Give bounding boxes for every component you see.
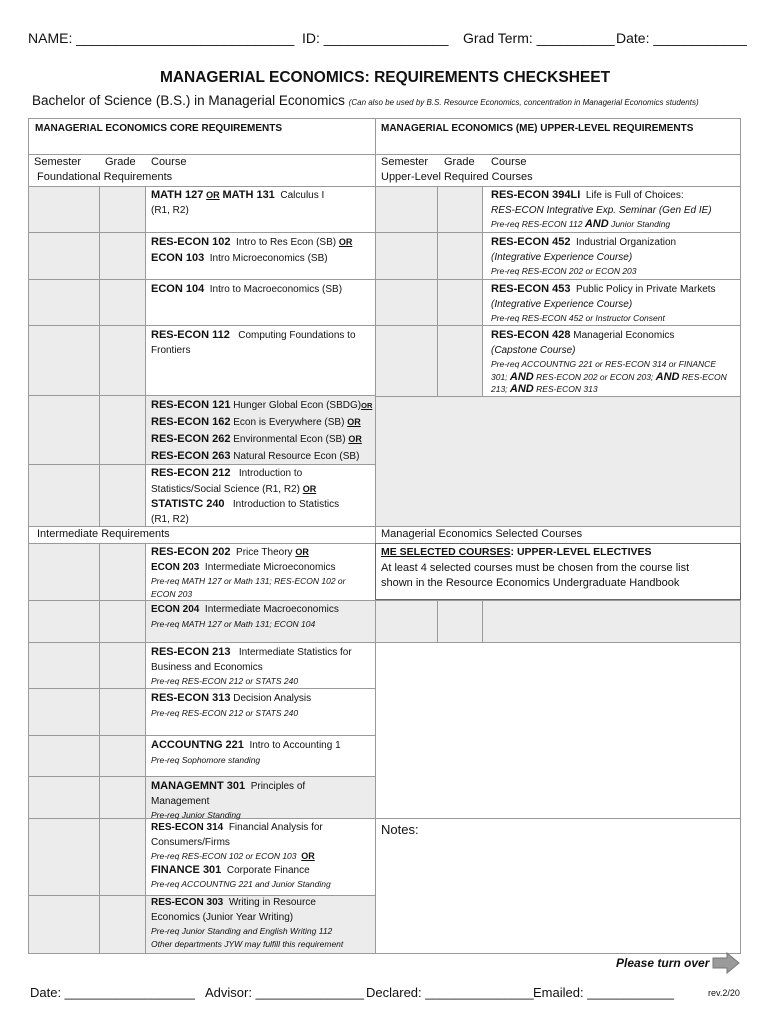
right-grade-sep-2: [482, 600, 483, 642]
notes-label: Notes:: [381, 822, 419, 837]
row-line: [375, 186, 741, 187]
left-sem-sep-1: [99, 186, 100, 526]
row-line: [375, 325, 741, 326]
degree-name: Bachelor of Science (B.S.) in Managerial Economics: [32, 93, 345, 108]
course-resecon202: RES-ECON 202 Price Theory OR ECON 203 Intermediate Microeconomics Pre-req MATH 127 or Math 131; RES-ECON 102 or ECON 203: [151, 546, 346, 599]
left-col-grade: Grade: [105, 156, 136, 168]
upper-heading: MANAGERIAL ECONOMICS (ME) UPPER-LEVEL REQUIREMENTS: [381, 123, 694, 134]
right-col-semester: Semester: [381, 156, 429, 168]
notes-area[interactable]: [376, 840, 740, 952]
course-resecon314: RES-ECON 314 Financial Analysis for Consumers/Firms Pre-req RES-ECON 102 or ECON 103 OR FINANCE 301 Corporate Finance Pre-req ACCOUNTNG 221 and Junior Standing: [151, 822, 331, 889]
row-line: [28, 395, 375, 396]
course-resecon102: RES-ECON 102 Intro to Res Econ (SB) OR ECON 103 Intro Microeconomics (SB): [151, 236, 353, 264]
row-line: [375, 818, 741, 819]
course-resecon452: RES-ECON 452 Industrial Organization (Integrative Experience Course) Pre-req RES-ECON 202 or ECON 203: [491, 236, 677, 276]
row-line: [375, 600, 741, 601]
course-managemnt301: MANAGEMNT 301 Principles of Management Pre-req Junior Standing: [151, 780, 306, 820]
subtitle-note: (Can also be used by B.S. Resource Economics, concentration in Managerial Economics students): [348, 98, 699, 107]
course-resecon303: RES-ECON 303 Writing in Resource Economics (Junior Year Writing) Pre-req Junior Standing and English Writing 112 Other departments JYW may fulfill this requirement: [151, 897, 344, 949]
row-line: [375, 279, 741, 280]
foundational-label: Foundational Requirements: [37, 171, 173, 183]
right-arrow-icon: [712, 952, 740, 979]
course-econ-choice: RES-ECON 121 Hunger Global Econ (SBDG)OR RES-ECON 162 Econ is Everywhere (SB) OR RES-ECON 262 Environmental Econ (SB) OR RES-ECON 263 Natural Resource Econ (SB): [151, 399, 373, 462]
grad-term-field[interactable]: Grad Term: __________: [463, 30, 615, 46]
footer-emailed-field[interactable]: Emailed: ____________: [533, 985, 674, 1000]
id-field[interactable]: ID: ________________: [302, 30, 449, 46]
right-grade-sep: [482, 186, 483, 396]
row-line: [28, 688, 375, 689]
left-grade-sep-2: [145, 543, 146, 953]
row-line: [28, 325, 375, 326]
course-econ104: ECON 104 Intro to Macroeconomics (SB): [151, 283, 343, 295]
row-line: [28, 735, 375, 736]
course-resecon313: RES-ECON 313 Decision Analysis Pre-req RES-ECON 212 or STATS 240: [151, 692, 312, 718]
left-col-course: Course: [151, 156, 187, 168]
row-line: [28, 279, 375, 280]
course-resecon212: RES-ECON 212 Introduction to Statistics/Social Science (R1, R2) OR STATISTC 240 Introduction to Statistics (R1, R2): [151, 467, 340, 525]
selected-courses-label: Managerial Economics Selected Courses: [381, 528, 583, 540]
selected-courses-text: ME SELECTED COURSES: UPPER-LEVEL ELECTIVES At least 4 selected courses must be chosen from the course list shown in the Resource Economics Undergraduate Handbook: [381, 546, 690, 589]
row-line: [28, 776, 375, 777]
course-resecon213: RES-ECON 213 Intermediate Statistics for Business and Economics Pre-req RES-ECON 212 or STATS 240: [151, 646, 352, 686]
row-line: [28, 600, 375, 601]
right-sem-sep-2: [437, 600, 438, 642]
turn-over-label: Please turn over: [616, 956, 710, 970]
left-sem-sep-2: [99, 543, 100, 953]
course-resecon453: RES-ECON 453 Public Policy in Private Markets (Integrative Experience Course) Pre-req RES-ECON 452 or Instructor Consent: [491, 283, 716, 323]
row-line: [375, 232, 741, 233]
left-col-semester: Semester: [34, 156, 82, 168]
course-resecon394li: RES-ECON 394LI Life is Full of Choices: RES-ECON Integrative Exp. Seminar (Gen Ed IE) Pre-req RES-ECON 112 AND Junior Standing: [491, 189, 712, 230]
right-col-grade: Grade: [444, 156, 475, 168]
upper-required-label: Upper-Level Required Courses: [381, 171, 533, 183]
row-line: [375, 396, 741, 397]
row-line: [28, 543, 375, 544]
row-line: [375, 526, 741, 527]
left-grade-sep-1: [145, 186, 146, 526]
header-divider: [28, 154, 741, 155]
row-line: [28, 232, 375, 233]
page-subtitle: [32, 93, 699, 108]
row-line: [28, 642, 375, 643]
revision-label: rev.2/20: [708, 988, 740, 998]
course-math127: MATH 127 OR MATH 131 Calculus I (R1, R2): [151, 189, 325, 216]
right-col-course: Course: [491, 156, 527, 168]
footer-date-field[interactable]: Date: __________________: [30, 985, 195, 1000]
course-econ204: ECON 204 Intermediate Macroeconomics Pre-req MATH 127 or Math 131; ECON 104: [151, 604, 339, 629]
course-resecon112: RES-ECON 112 Computing Foundations to Frontiers: [151, 329, 356, 356]
footer-advisor-field[interactable]: Advisor: _______________: [205, 985, 365, 1000]
page-title: MANAGERIAL ECONOMICS: REQUIREMENTS CHECKSHEET: [159, 69, 611, 86]
name-field[interactable]: NAME: ____________________________: [28, 30, 295, 46]
row-line: [28, 186, 375, 187]
core-heading: MANAGERIAL ECONOMICS CORE REQUIREMENTS: [35, 123, 283, 134]
center-divider: [375, 118, 376, 954]
date-field[interactable]: Date: ____________: [616, 30, 747, 46]
footer-declared-field[interactable]: Declared: _______________: [366, 985, 534, 1000]
row-line: [375, 642, 741, 643]
course-resecon428: RES-ECON 428 Managerial Economics (Capstone Course) Pre-req ACCOUNTNG 221 or RES-ECON 314 or FINANCE 301; AND RES-ECON 202 or ECON 203; AND RES-ECON 213; AND RES-ECON 313: [491, 329, 727, 395]
intermediate-label: Intermediate Requirements: [37, 528, 170, 540]
right-sem-sep: [437, 186, 438, 396]
course-accountng221: ACCOUNTNG 221 Intro to Accounting 1 Pre-req Sophomore standing: [151, 739, 341, 765]
